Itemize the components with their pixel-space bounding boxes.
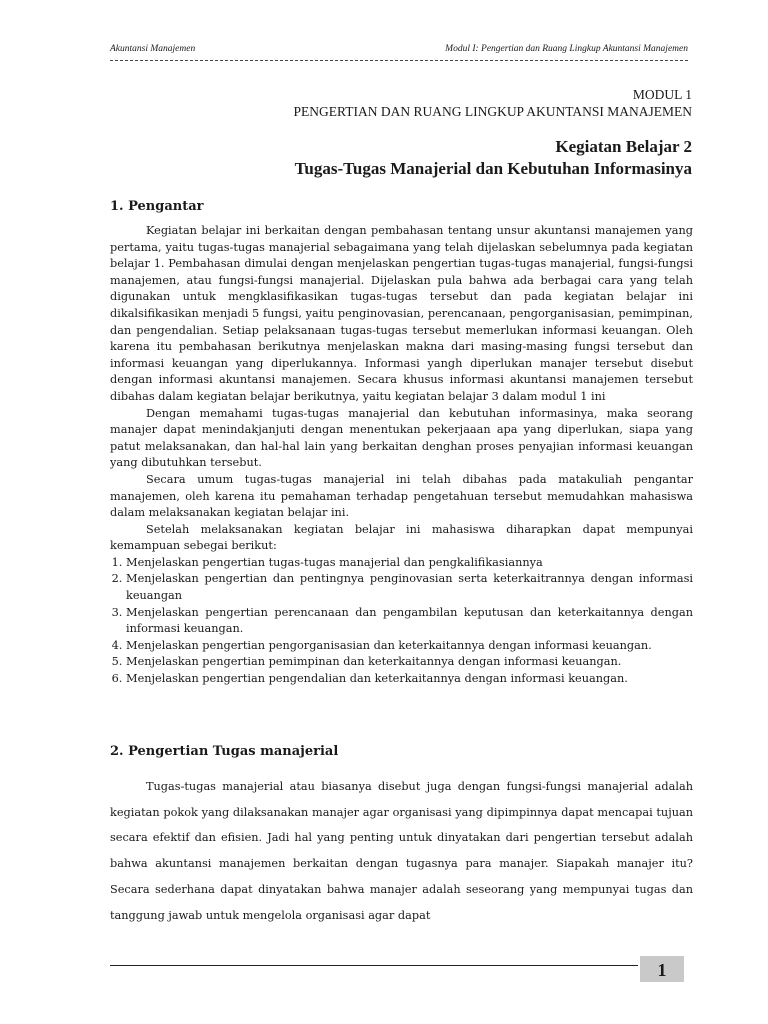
running-header-left: Akuntansi Manajemen	[110, 44, 196, 54]
paragraph: Dengan memahami tugas-tugas manajerial dan kebutuhan informasinya, maka seorang manajer dapat menindakjanjuti dengan menentukan pekerjaaan apa yang diperlukan, siapa yang patut melaksanakan, dan hal-hal lain yang berkaitan denghan proses penyajian informasi keuangan yang dibutuhkan tersebut.	[110, 406, 693, 470]
activity-heading	[110, 136, 692, 180]
objectives-list	[110, 555, 693, 688]
paragraph: Kegiatan belajar ini berkaitan dengan pembahasan tentang unsur akuntansi manajemen yang pertama, yaitu tugas-tugas manajerial sebagaimana yang telah dijelaskan sebelumnya pada kegiatan belajar 1. Pembahasan dimulai dengan menjelaskan pengertian tugas-tugas manajerial, fungsi-fungsi manajemen, atau fungsi-fungsi manajerial. Dijelaskan pula bahwa ada berbagai cara yang telah digunakan untuk mengklasifikasikan tugas-tugas tersebut dan pada kegiatan belajar ini dikalsifikasikan menjadi 5 fungsi, yaitu penginovasian, perencanaan, pengorganisasian, pemimpinan, dan pengendalian. Setiap pelaksanaan tugas-tugas tersebut memerlukan informasi keuangan. Oleh karena itu pembahasan berikutnya menjelaskan makna dari masing-masing fungsi tersebut dan informasi keuangan yang diperlukannya. Informasi yangh diperlukan manajer tersebut disebut dengan informasi akuntansi manajemen. Secara khusus informasi akuntansi manajemen tersebut dibahas dalam kegiatan belajar berikutnya, yaitu kegiatan belajar 3 dalam modul 1 ini	[110, 224, 693, 403]
list-item: 2. Menjelaskan pengertian dan pentingnya penginovasian serta keterkaitrannya dengan informasi keuangan	[126, 571, 693, 604]
module-heading	[110, 86, 692, 120]
list-item: 4. Menjelaskan pengertian pengorganisasian dan keterkaitannya dengan informasi keuangan.	[126, 638, 693, 655]
page-number: 1	[640, 956, 684, 982]
running-header	[110, 44, 688, 58]
section-1-heading: 1. Pengantar	[110, 199, 204, 214]
list-item: 6. Menjelaskan pengertian pengendalian dan keterkaitannya dengan informasi keuangan.	[126, 671, 693, 688]
section-2-heading: 2. Pengertian Tugas manajerial	[110, 744, 339, 759]
paragraph: Secara umum tugas-tugas manajerial ini telah dibahas pada matakuliah pengantar manajemen, oleh karena itu pemahaman terhadap pengetahuan tersebut memudahkan mahasiswa dalam melaksanakan kegiatan belajar ini.	[110, 472, 693, 520]
section-2-body	[110, 774, 693, 928]
list-item: 3. Menjelaskan pengertian perencanaan dan pengambilan keputusan dan keterkaitannya dengan informasi keuangan.	[126, 605, 693, 638]
module-number: MODUL 1	[632, 87, 692, 102]
list-item: 1. Menjelaskan pengertian tugas-tugas manajerial dan pengkalifikasiannya	[126, 555, 693, 572]
activity-title: Tugas-Tugas Manajerial dan Kebutuhan Informasinya	[294, 159, 692, 178]
list-item: 5. Menjelaskan pengertian pemimpinan dan keterkaitannya dengan informasi keuangan.	[126, 654, 693, 671]
running-header-right: Modul I: Pengertian dan Ruang Lingkup Akuntansi Manajemen	[445, 44, 688, 54]
header-divider	[110, 60, 688, 61]
activity-label: Kegiatan Belajar 2	[555, 137, 692, 156]
paragraph: Tugas-tugas manajerial atau biasanya disebut juga dengan fungsi-fungsi manajerial adalah kegiatan pokok yang dilaksanakan manajer agar organisasi yang dipimpinnya dapat mencapai tujuan secara efektif dan efisien. Jadi hal yang penting untuk dinyatakan dari pengertian tersebut adalah bahwa akuntansi manajemen berkaitan dengan tugasnya para manajer. Siapakah manajer itu? Secara sederhana dapat dinyatakan bahwa manajer adalah seseorang yang mempunyai tugas dan tanggung jawab untuk mengelola organisasi agar dapat	[110, 780, 693, 922]
footer-divider	[110, 965, 638, 966]
section-1-body	[110, 223, 693, 688]
paragraph: Setelah melaksanakan kegiatan belajar ini mahasiswa diharapkan dapat mempunyai kemampuan sebegai berikut:	[110, 522, 693, 553]
module-title: PENGERTIAN DAN RUANG LINGKUP AKUNTANSI MANAJEMEN	[293, 104, 692, 119]
